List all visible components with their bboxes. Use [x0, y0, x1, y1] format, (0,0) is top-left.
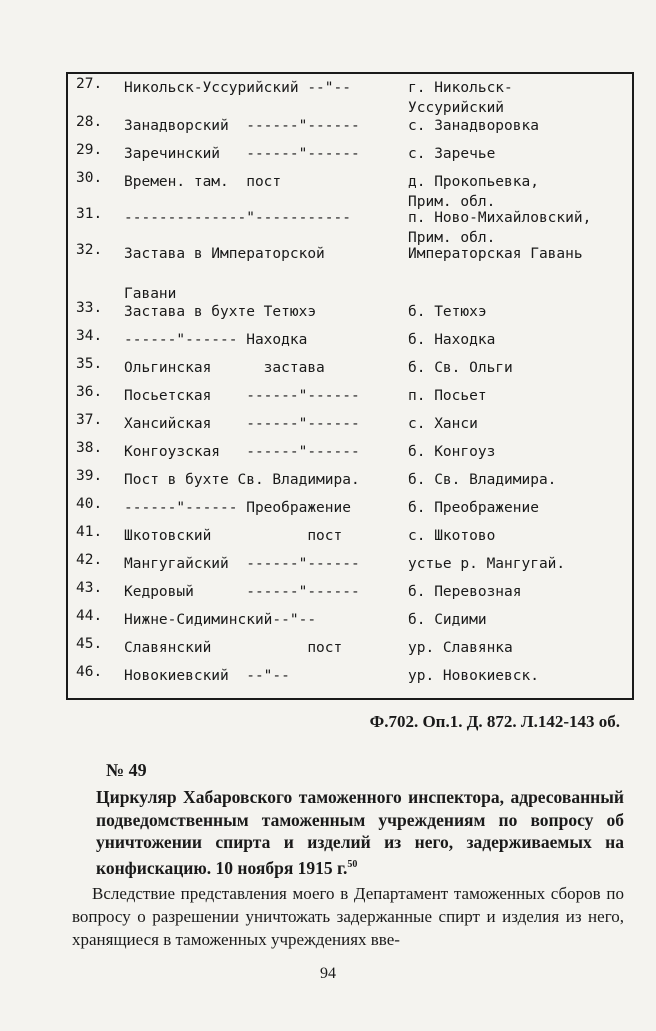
- row-number: 31.: [76, 206, 103, 222]
- row-number: 29.: [76, 142, 103, 158]
- row-number: 36.: [76, 384, 103, 400]
- row-number: 34.: [76, 328, 103, 344]
- post-location: с. Заречье: [408, 146, 496, 162]
- post-name: --------------"-----------: [124, 210, 351, 226]
- row-number: 35.: [76, 356, 103, 372]
- post-name: ------"------ Преображение: [124, 500, 351, 516]
- row-number: 44.: [76, 608, 103, 624]
- post-name: ------"------ Находка: [124, 332, 308, 348]
- row-number: 46.: [76, 664, 103, 680]
- post-name: Никольск-Уссурийский --"--: [124, 80, 351, 96]
- post-location: б. Сидими: [408, 612, 487, 628]
- row-number: 43.: [76, 580, 103, 596]
- post-name: Хансийская ------"------: [124, 416, 360, 432]
- post-name: Застава в Императорской Гавани: [124, 246, 325, 302]
- body-paragraph: [72, 882, 624, 951]
- post-location: б. Св. Владимира.: [408, 472, 557, 488]
- body-text: Вследствие представления моего в Департамент таможенных сборов по вопросу о разрешении уничтожать задержанные спирт и изделия из него, хранящиеся в таможенных учреждениях вве-: [72, 884, 624, 949]
- post-name: Новокиевский --"--: [124, 668, 290, 684]
- post-name: Заречинский ------"------: [124, 146, 360, 162]
- document-title-text: Циркуляр Хабаровского таможенного инспектора, адресованный подведомственным таможенным учреждениям по вопросу об уничтожении спирта и изделий из него, задерживаемых на конфискацию. 10 ноября 1915 г.: [96, 787, 624, 878]
- post-location: п. Ново-Михайловский, Прим. обл.: [408, 210, 592, 246]
- post-location: с. Шкотово: [408, 528, 496, 544]
- row-number: 28.: [76, 114, 103, 130]
- post-location: д. Прокопьевка, Прим. обл.: [408, 174, 539, 210]
- post-name: Пост в бухте Св. Владимира.: [124, 472, 360, 488]
- post-location: ур. Славянка: [408, 640, 513, 656]
- post-name: Нижне-Сидиминский--"--: [124, 612, 317, 628]
- post-location: с. Занадворовка: [408, 118, 539, 134]
- post-location: б. Св. Ольги: [408, 360, 513, 376]
- post-name: Застава в бухте Тетюхэ: [124, 304, 317, 320]
- posts-table: [66, 72, 634, 700]
- post-location: б. Тетюхэ: [408, 304, 487, 320]
- post-location: с. Ханси: [408, 416, 478, 432]
- document-number: № 49: [106, 760, 147, 780]
- post-location: б. Конгоуз: [408, 444, 496, 460]
- post-name: Шкотовский пост: [124, 528, 343, 544]
- footnote-ref: 50: [347, 858, 358, 870]
- row-number: 30.: [76, 170, 103, 186]
- post-location: б. Преображение: [408, 500, 539, 516]
- post-location: Императорская Гавань: [408, 246, 583, 262]
- row-number: 33.: [76, 300, 103, 316]
- post-location: г. Никольск- Уссурийский: [408, 80, 513, 116]
- post-name: Славянский пост: [124, 640, 343, 656]
- row-number: 42.: [76, 552, 103, 568]
- post-name: Мангугайский ------"------: [124, 556, 360, 572]
- row-number: 37.: [76, 412, 103, 428]
- row-number: 39.: [76, 468, 103, 484]
- row-number: 41.: [76, 524, 103, 540]
- row-number: 40.: [76, 496, 103, 512]
- archive-citation: Ф.702. Оп.1. Д. 872. Л.142-143 об.: [369, 712, 620, 731]
- post-name: Конгоузская ------"------: [124, 444, 360, 460]
- row-number: 27.: [76, 76, 103, 92]
- page-number: 94: [320, 965, 336, 982]
- post-location: устье р. Мангугай.: [408, 556, 566, 572]
- post-name: Кедровый ------"------: [124, 584, 360, 600]
- post-name: Времен. там. пост: [124, 174, 282, 190]
- post-location: б. Перевозная: [408, 584, 522, 600]
- post-location: п. Посьет: [408, 388, 487, 404]
- post-name: Ольгинская застава: [124, 360, 325, 376]
- row-number: 45.: [76, 636, 103, 652]
- post-name: Занадворский ------"------: [124, 118, 360, 134]
- post-location: б. Находка: [408, 332, 496, 348]
- post-name: Посьетская ------"------: [124, 388, 360, 404]
- post-location: ур. Новокиевск.: [408, 668, 539, 684]
- row-number: 38.: [76, 440, 103, 456]
- row-number: 32.: [76, 242, 103, 258]
- document-title: [96, 786, 624, 879]
